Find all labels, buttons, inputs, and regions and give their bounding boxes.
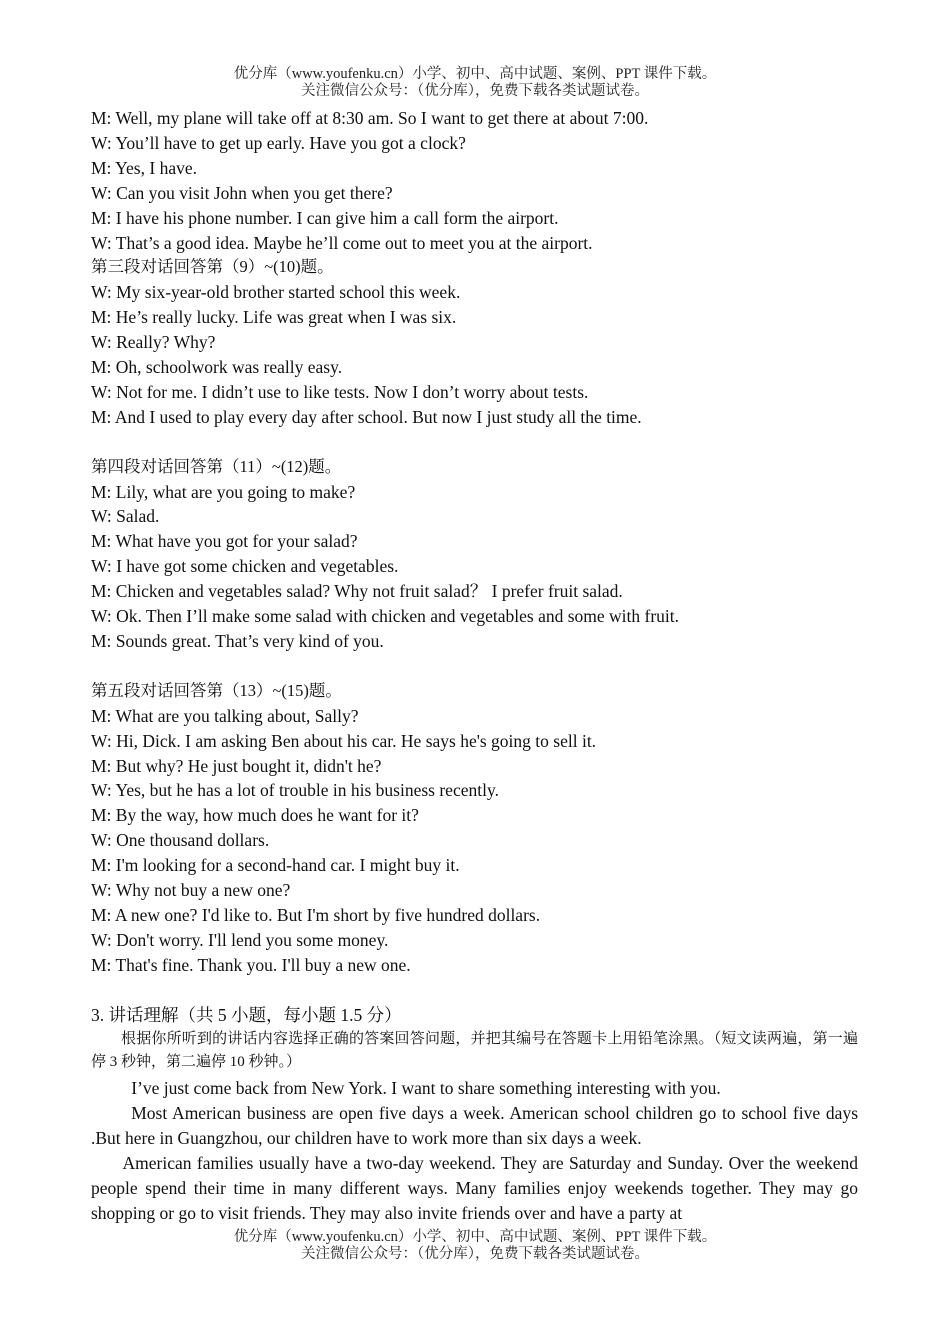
dialogue-3-title: 第三段对话回答第（9）~(10)题。 <box>91 257 334 277</box>
dialogue-line: M: I'm looking for a second-hand car. I might buy it. <box>91 855 460 876</box>
blank-line <box>91 430 858 455</box>
section-3-heading: 3. 讲话理解（共 5 小题，每小题 1.5 分） <box>91 1004 402 1025</box>
blank-line <box>91 654 858 679</box>
passage-paragraph: Most American business are open five days a week. American school children go to school five days .But here in Guangzhou, our children have to work more than six days a week. <box>91 1103 858 1149</box>
page-footer <box>0 1229 950 1263</box>
passage-paragraph: American families usually have a two-day weekend. They are Saturday and Sunday. Over the weekend people spend their time in many different ways. Many families enjoy weekends together. They may go shopping or go to visit friends. They may also invite friends over and have a party at <box>91 1153 858 1224</box>
dialogue-line: W: My six-year-old brother started school this week. <box>91 282 461 303</box>
dialogue-line: M: What are you talking about, Sally? <box>91 705 359 726</box>
dialogue-line: W: I have got some chicken and vegetables. <box>91 556 399 577</box>
document-body <box>91 106 858 1226</box>
dialogue-4 <box>91 455 858 654</box>
dialogue-line: M: Chicken and vegetables salad? Why not fruit salad？ I prefer fruit salad. <box>91 581 623 602</box>
dialogue-line: M: Yes, I have. <box>91 157 197 178</box>
dialogue-line: M: I have his phone number. I can give him a call form the airport. <box>91 207 559 228</box>
dialogue-line: M: Lily, what are you going to make? <box>91 481 356 502</box>
dialogue-line: W: Don't worry. I'll lend you some money. <box>91 929 389 950</box>
dialogue-line: M: And I used to play every day after school. But now I just study all the time. <box>91 406 642 427</box>
dialogue-line: M: Sounds great. That’s very kind of you. <box>91 631 384 652</box>
dialogue-4-title: 第四段对话回答第（11）~(12)题。 <box>91 456 342 476</box>
header-line-1: 优分库（www.youfenku.cn）小学、初中、高中试题、案例、PPT 课件下载。 <box>233 66 717 82</box>
dialogue-line: M: A new one? I'd like to. But I'm short by five hundred dollars. <box>91 904 541 925</box>
section-3-instruction: 根据你所听到的讲话内容选择正确的答案回答问题，并把其编号在答题卡上用铅笔涂黑。（短文读两遍，第一遍停 3 秒钟，第二遍停 10 秒钟。） <box>91 1031 858 1071</box>
dialogue-line: W: Really? Why? <box>91 332 216 353</box>
dialogue-line: W: Salad. <box>91 506 160 527</box>
dialogue-3 <box>91 255 858 429</box>
dialogue-line: M: That's fine. Thank you. I'll buy a new one. <box>91 954 411 975</box>
dialogue-line: W: That’s a good idea. Maybe he’ll come out to meet you at the airport. <box>91 232 593 253</box>
passage-paragraph: I’ve just come back from New York. I want to share something interesting with you. <box>131 1078 721 1099</box>
dialogue-line: W: Why not buy a new one? <box>91 880 291 901</box>
footer-line-2: 关注微信公众号：（优分库），免费下载各类试题试卷。 <box>301 1246 649 1262</box>
dialogue-line: M: But why? He just bought it, didn't he? <box>91 755 382 776</box>
dialogue-2-tail <box>91 106 858 255</box>
dialogue-line: M: What have you got for your salad? <box>91 531 358 552</box>
blank-line <box>91 978 858 1003</box>
dialogue-line: W: Can you visit John when you get there? <box>91 182 393 203</box>
dialogue-line: W: You’ll have to get up early. Have you got a clock? <box>91 132 466 153</box>
footer-line-1: 优分库（www.youfenku.cn）小学、初中、高中试题、案例、PPT 课件下载。 <box>233 1229 717 1245</box>
section-3 <box>91 1003 858 1226</box>
dialogue-line: W: Ok. Then I’ll make some salad with chicken and vegetables and some with fruit. <box>91 606 680 627</box>
dialogue-line: W: Hi, Dick. I am asking Ben about his car. He says he's going to sell it. <box>91 730 597 751</box>
dialogue-line: M: Oh, schoolwork was really easy. <box>91 357 343 378</box>
dialogue-5-title: 第五段对话回答第（13）~(15)题。 <box>91 680 342 700</box>
dialogue-5 <box>91 679 858 978</box>
dialogue-line: W: Yes, but he has a lot of trouble in his business recently. <box>91 780 499 801</box>
header-line-2: 关注微信公众号：（优分库），免费下载各类试题试卷。 <box>301 83 649 99</box>
dialogue-line: W: One thousand dollars. <box>91 830 270 851</box>
dialogue-line: M: Well, my plane will take off at 8:30 am. So I want to get there at about 7:00. <box>91 108 649 128</box>
dialogue-line: M: By the way, how much does he want for it? <box>91 805 419 826</box>
page-header <box>0 66 950 100</box>
dialogue-line: W: Not for me. I didn’t use to like tests. Now I don’t worry about tests. <box>91 381 589 402</box>
dialogue-line: M: He’s really lucky. Life was great when I was six. <box>91 307 457 328</box>
